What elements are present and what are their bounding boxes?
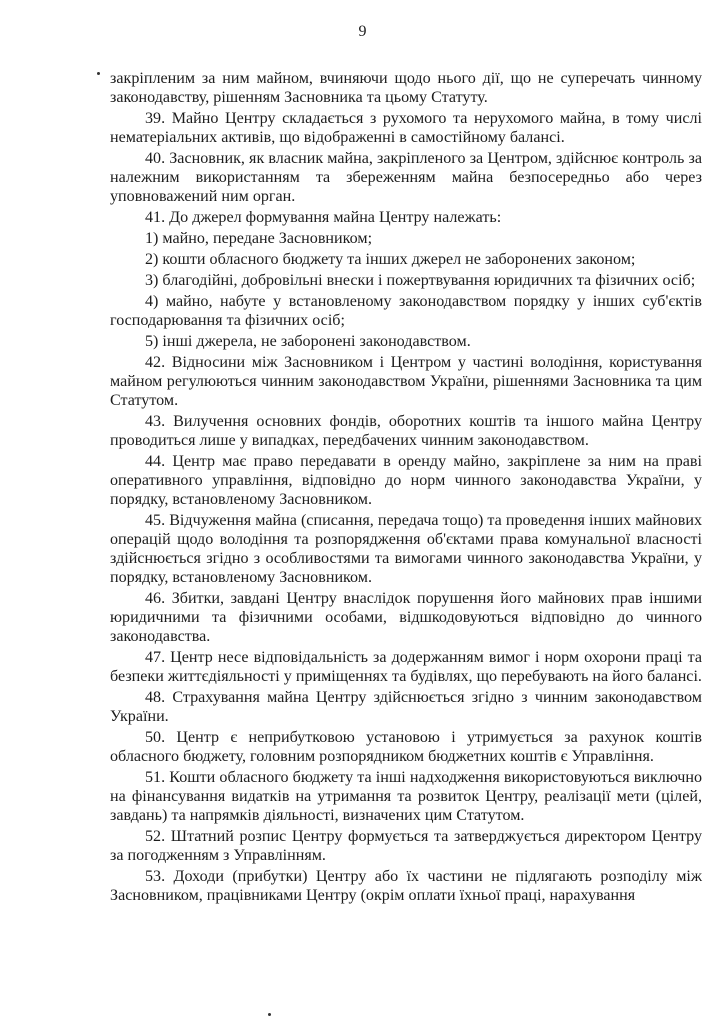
- list-item-1: 1) майно, передане Засновником;: [145, 230, 373, 247]
- paragraph-50: 50. Центр є неприбутковою установою і утримується за рахунок коштів обласного бюджету, головним розпорядником бюджетних коштів є Управління.: [110, 729, 702, 765]
- paragraph-43: 43. Вилучення основних фондів, оборотних коштів та іншого майна Центру проводиться лише у випадках, передбачених чинним законодавством.: [110, 413, 702, 449]
- page-number: 9: [358, 23, 367, 40]
- paragraph-42: 42. Відносини між Засновником і Центром у частині володіння, користування майном регулюються чинним законодавством України, рішеннями Засновника та цим Статутом.: [110, 354, 702, 409]
- paragraph-48: 48. Страхування майна Центру здійснюється згідно з чинним законодавством України.: [110, 689, 702, 725]
- paragraph-51: 51. Кошти обласного бюджету та інші надходження використовуються виключно на фінансування видатків на утримання та розвиток Центру, реалізації мети (цілей, завдань) та напрямків діяльності, визначених цим Статутом.: [110, 769, 702, 824]
- paragraph-44: 44. Центр має право передавати в оренду майно, закріплене за ним на праві оперативного управління, відповідно до норм чинного законодавства України, у порядку, встановленому Засновником.: [110, 453, 702, 508]
- paragraph-41: 41. До джерел формування майна Центру належать:: [145, 209, 502, 226]
- document-body: [110, 69, 702, 905]
- scan-speck: [97, 72, 100, 75]
- list-item-5: 5) інші джерела, не заборонені законодавством.: [145, 333, 471, 350]
- paragraph-40: 40. Засновник, як власник майна, закріпленого за Центром, здійснює контроль за належним використанням та збереженням майна безпосередньо або через уповноважений ним орган.: [110, 150, 702, 205]
- list-item-3: 3) благодійні, добровільні внески і пожертвування юридичних та фізичних осіб;: [145, 272, 696, 289]
- paragraph-39: 39. Майно Центру складається з рухомого та нерухомого майна, в тому числі нематеріальних активів, що відображенні в самостійному балансі.: [110, 110, 702, 146]
- paragraph-45: 45. Відчуження майна (списання, передача тощо) та проведення інших майнових операцій щодо володіння та розпорядження об'єктами права комунальної власності здійснюється згідно з особливостями та вимогами чинного законодавства України, у порядку, встановленому Засновником.: [110, 512, 702, 586]
- paragraph-46: 46. Збитки, завдані Центру внаслідок порушення його майнових прав іншими юридичними та фізичними особами, відшкодовуються відповідно до чинного законодавства.: [110, 590, 702, 645]
- scan-speck: [268, 1013, 271, 1016]
- list-item-4: 4) майно, набуте у встановленому законодавством порядку у інших суб'єктів господарювання та фізичних осіб;: [110, 293, 702, 329]
- list-item-2: 2) кошти обласного бюджету та інших джерел не заборонених законом;: [145, 251, 636, 268]
- paragraph-53: 53. Доходи (прибутки) Центру або їх частини не підлягають розподілу між Засновником, працівниками Центру (окрім оплати їхньої праці, нарахування: [110, 868, 702, 904]
- paragraph-52: 52. Штатний розпис Центру формується та затверджується директором Центру за погодженням з Управлінням.: [110, 828, 702, 864]
- paragraph-continuation: закріпленим за ним майном, вчиняючи щодо нього дії, що не суперечать чинному законодавству, рішенням Засновника та цьому Статуту.: [110, 70, 702, 106]
- paragraph-47: 47. Центр несе відповідальність за додержанням вимог і норм охорони праці та безпеки життєдіяльності у приміщеннях та будівлях, що перебувають на його балансі.: [110, 649, 702, 685]
